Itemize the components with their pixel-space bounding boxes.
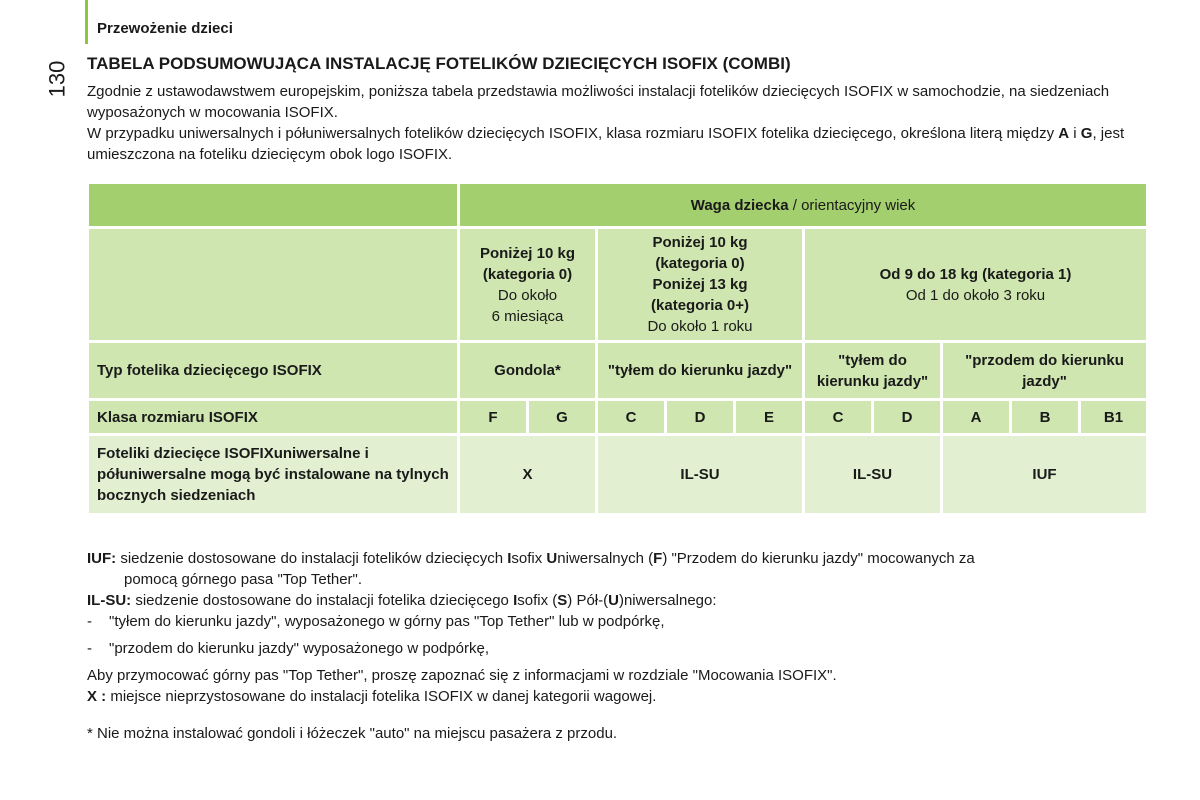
table-cell: IL-SU	[804, 435, 942, 515]
row-label: Typ fotelika dziecięcego ISOFIX	[88, 342, 459, 400]
page-number: 130	[44, 60, 69, 98]
table-cell: "tyłem do kierunku jazdy"	[597, 342, 804, 400]
table-cell: X	[459, 435, 597, 515]
table-cell: IL-SU	[597, 435, 804, 515]
isofix-table	[86, 181, 1149, 516]
weight-groups-row	[88, 228, 1148, 342]
iuf-note: IUF: siedzenie dostosowane do instalacji fotelików dziecięcych Isofix Uniwersalnych (F) "Przodem do kierunku jazdy" mocowanych za	[87, 550, 975, 567]
top-tether-note: Aby przymocować górny pas "Top Tether", proszę zapoznać się z informacjami w rozdziale "Mocowania ISOFIX".	[87, 667, 837, 684]
ilsu-note: IL-SU: siedzenie dostosowane do instalacji fotelika dziecięcego Isofix (S) Pół-(U)niwersalnego:	[87, 592, 717, 609]
legend-notes	[87, 548, 1157, 744]
page-heading: TABELA PODSUMOWUJĄCA INSTALACJĘ FOTELIKÓW DZIECIĘCYCH ISOFIX (COMBI)	[87, 54, 791, 73]
intro-paragraph-1: Zgodnie z ustawodawstwem europejskim, poniższa tabela przedstawia możliwości instalacji fotelików dziecięcych ISOFIX w samochodzie, na siedzeniach wyposażonych w mocowania ISOFIX.	[87, 83, 1110, 121]
table-cell: E	[735, 400, 804, 435]
table-cell: F	[459, 400, 528, 435]
weight-group-0: Poniżej 10 kg (kategoria 0) Do około 6 miesiąca	[459, 228, 597, 342]
table-cell: B	[1011, 400, 1080, 435]
row-label: Foteliki dziecięce ISOFIXuniwersalne i półuniwersalne mogą być instalowane na tylnych bocznych siedzeniach	[88, 435, 459, 515]
weight-group-0plus: Poniżej 10 kg (kategoria 0) Poniżej 13 kg (kategoria 0+) Do około 1 roku	[597, 228, 804, 342]
seat-type-row	[88, 342, 1148, 400]
intro-paragraph-2: W przypadku uniwersalnych i półuniwersalnych fotelików dziecięcych ISOFIX, klasa rozmiaru ISOFIX fotelika dziecięcego, określona literą między A i G, jest umieszczona na foteliku dziecięcym obok logo ISOFIX.	[87, 125, 1125, 163]
asterisk-note: * Nie można instalować gondoli i łóżeczek "auto" na miejscu pasażera z przodu.	[87, 725, 618, 742]
section-accent-bar	[85, 0, 88, 44]
table-cell: Gondola*	[459, 342, 597, 400]
section-title: Przewożenie dzieci	[97, 20, 233, 37]
table-cell: C	[804, 400, 873, 435]
table-cell: C	[597, 400, 666, 435]
weight-group-1: Od 9 do 18 kg (kategoria 1) Od 1 do około 3 roku	[804, 228, 1148, 342]
weight-header: Waga dziecka / orientacyjny wiek	[459, 183, 1148, 228]
weight-header-row	[88, 183, 1148, 228]
table-cell: B1	[1080, 400, 1148, 435]
ilsu-bullet-1: - "tyłem do kierunku jazdy", wyposażonego w górny pas "Top Tether" lub w podpórkę,	[87, 613, 665, 630]
table-cell: G	[528, 400, 597, 435]
intro-text	[87, 81, 1147, 165]
iuf-note-continued: pomocą górnego pasa "Top Tether".	[124, 571, 363, 588]
install-row	[88, 435, 1148, 515]
table-cell: IUF	[942, 435, 1148, 515]
table-cell: "przodem do kierunku jazdy"	[942, 342, 1148, 400]
row-label: Klasa rozmiaru ISOFIX	[88, 400, 459, 435]
table-cell: "tyłem do kierunku jazdy"	[804, 342, 942, 400]
table-cell: D	[873, 400, 942, 435]
x-note: X : miejsce nieprzystosowane do instalacji fotelika ISOFIX w danej kategorii wagowej.	[87, 688, 657, 705]
table-cell: D	[666, 400, 735, 435]
size-class-row	[88, 400, 1148, 435]
ilsu-bullet-2: - "przodem do kierunku jazdy" wyposażonego w podpórkę,	[87, 640, 490, 657]
table-cell: A	[942, 400, 1011, 435]
